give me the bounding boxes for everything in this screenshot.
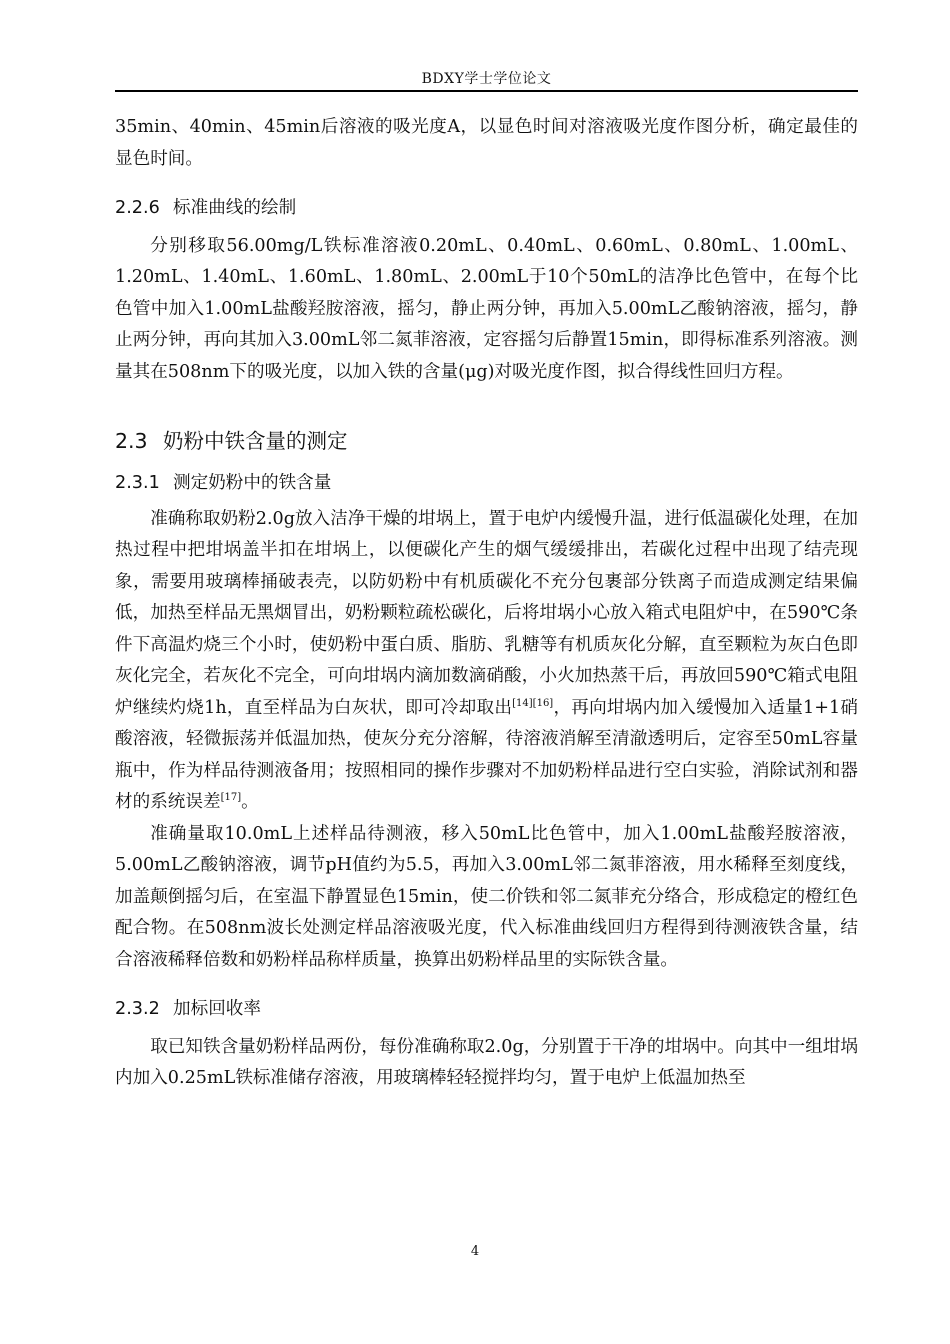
section-number: 2.3.2 xyxy=(115,999,160,1019)
heading-2-3-2 xyxy=(115,994,858,1026)
citation-ref: [17] xyxy=(220,792,242,803)
paragraph-recovery: 取已知铁含量奶粉样品两份，每份准确称取2.0g，分别置于干净的坩埚中。向其中一组坩埚内加入0.25mL铁标准储存溶液，用玻璃棒轻轻搅拌均匀，置于电炉上低温加热至 xyxy=(115,1036,858,1088)
paragraph-text: ，再向坩埚内加入缓慢加入适量1+1硝酸溶液，轻微振荡并低温加热，使灰分充分溶解，待溶液消解至清澈透明后，定容至50mL容量瓶中，作为样品待测液备用；按照相同的操作步骤对不加奶粉样品进行空白实验，消除试剂和器材的系统误差 xyxy=(115,697,858,812)
page-header: BDXY学士学位论文 xyxy=(421,71,552,87)
section-title: 测定奶粉中的铁含量 xyxy=(173,473,332,493)
section-number: 2.2.6 xyxy=(115,198,160,218)
heading-2-2-6 xyxy=(115,193,858,225)
paragraph-text: 。 xyxy=(241,792,259,812)
section-number: 2.3 xyxy=(115,429,148,453)
section-title: 标准曲线的绘制 xyxy=(173,198,297,218)
section-title: 加标回收率 xyxy=(173,999,261,1019)
page-body xyxy=(115,112,858,1095)
paragraph-measurement: 准确量取10.0mL上述样品待测液，移入50mL比色管中，加入1.00mL盐酸羟胺溶液，5.00mL乙酸钠溶液，调节pH值约为5.5，再加入3.00mL邻二氮菲溶液，用水稀释至刻度线，加盖颠倒摇匀后，在室温下静置显色15min，使二价铁和邻二氮菲充分络合，形成稳定的橙红色配合物。在508nm波长处测定样品溶液吸光度，代入标准曲线回归方程得到待测液铁含量，结合溶液稀释倍数和奶粉样品称样质量，换算出奶粉样品里的实际铁含量。 xyxy=(115,823,858,970)
heading-2-3 xyxy=(115,424,858,458)
section-title: 奶粉中铁含量的测定 xyxy=(163,429,348,453)
paragraph-text: 准确称取奶粉2.0g放入洁净干燥的坩埚上，置于电炉内缓慢升温，进行低温碳化处理，在加热过程中把坩埚盖半扣在坩埚上，以便碳化产生的烟气缓缓排出，若碳化过程中出现了结壳现象，需要用玻璃棒捅破表壳，以防奶粉中有机质碳化不充分包裹部分铁离子而造成测定结果偏低，加热至样品无黑烟冒出，奶粉颗粒疏松碳化，后将坩埚小心放入箱式电阻炉中，在590℃条件下高温灼烧三个小时，使奶粉中蛋白质、脂肪、乳糖等有机质灰化分解，直至颗粒为灰白色即灰化完全，若灰化不完全，可向坩埚内滴加数滴硝酸，小火加热蒸干后，再放回590℃箱式电阻炉继续灼烧1h，直至样品为白灰状，即可冷却取出 xyxy=(115,508,858,718)
page-number: 4 xyxy=(470,1244,480,1259)
paragraph-continuation: 35min、40min、45min后溶液的吸光度A，以显色时间对溶液吸光度作图分析，确定最佳的显色时间。 xyxy=(115,117,858,169)
heading-2-3-1 xyxy=(115,468,858,500)
citation-ref: [14][16] xyxy=(512,697,554,709)
paragraph-iron-determination xyxy=(115,504,858,819)
section-number: 2.3.1 xyxy=(115,473,160,493)
header-rule xyxy=(115,90,858,92)
paragraph-standard-curve: 分别移取56.00mg/L铁标准溶液0.20mL、0.40mL、0.60mL、0.80mL、1.00mL、1.20mL、1.40mL、1.60mL、1.80mL、2.00mL于10个50mL的洁净比色管中，在每个比色管中加入1.00mL盐酸羟胺溶液，摇匀，静止两分钟，再加入5.00mL乙酸钠溶液，摇匀，静止两分钟，再向其加入3.00mL邻二氮菲溶液，定容摇匀后静置15min，即得标准系列溶液。测量其在508nm下的吸光度，以加入铁的含量(μg)对吸光度作图，拟合得线性回归方程。 xyxy=(115,235,858,382)
